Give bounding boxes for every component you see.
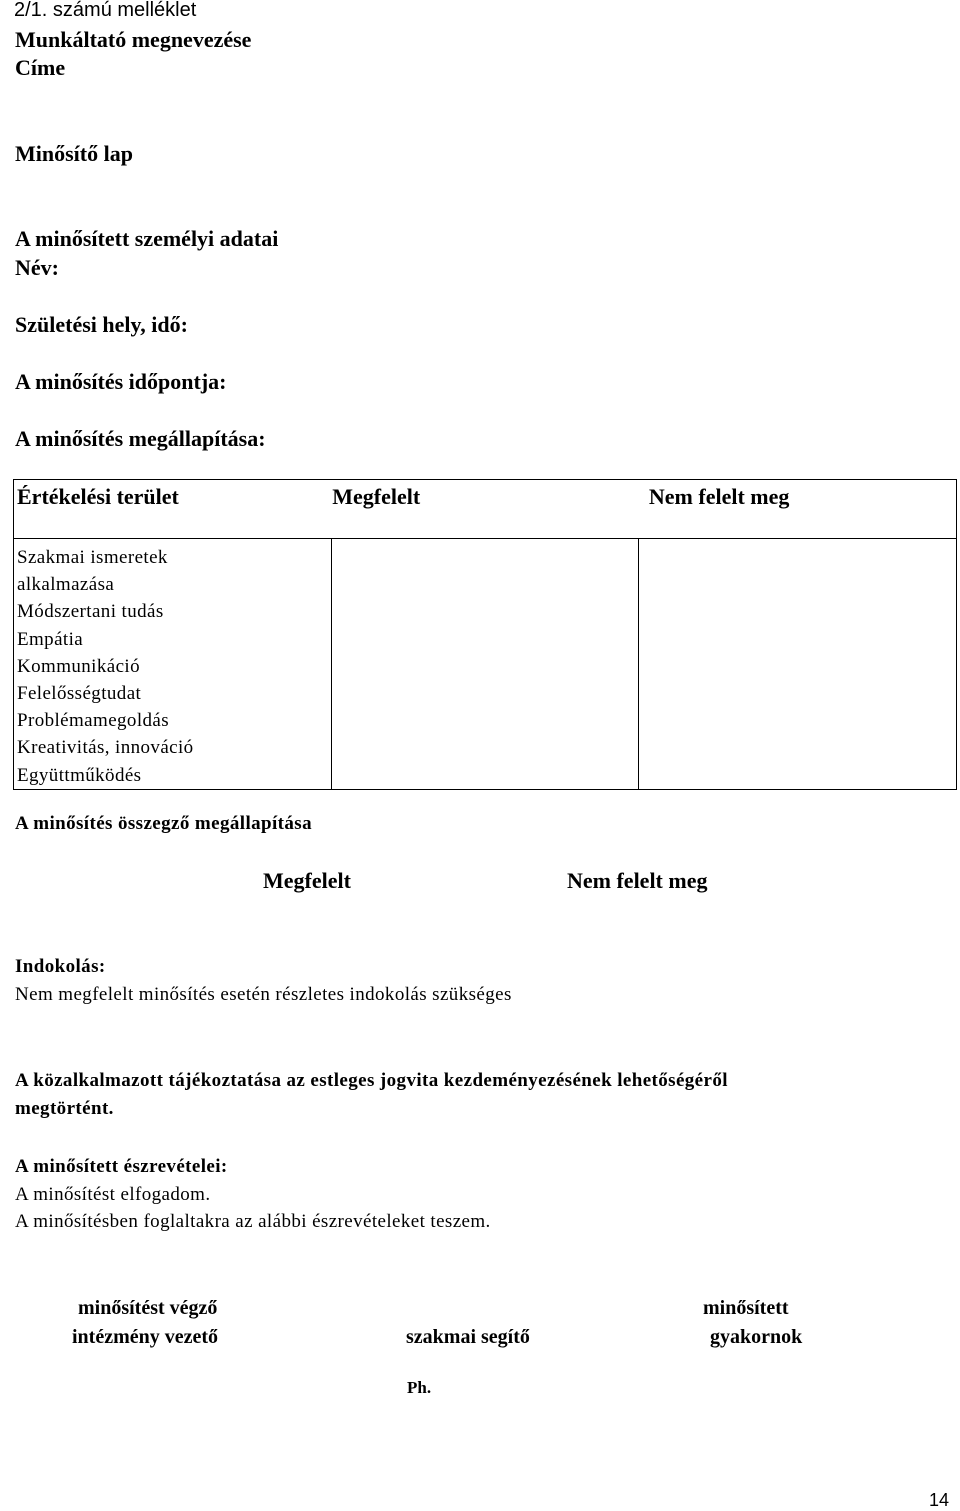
signature-trainee-line-2: gyakornok xyxy=(710,1326,803,1348)
criterion-item: Empátia xyxy=(17,628,84,650)
evaluation-date-label: A minősítés időpontja: xyxy=(15,369,227,394)
employer-name-label: Munkáltató megnevezése xyxy=(15,27,252,52)
address-label: Címe xyxy=(15,55,66,80)
justification-label: Indokolás: xyxy=(15,956,106,977)
name-label: Név: xyxy=(15,255,59,280)
criterion-item: Módszertani tudás xyxy=(17,601,164,623)
signature-trainee-line-1: minősített xyxy=(703,1297,789,1319)
annex-label: 2/1. számú melléklet xyxy=(14,0,197,21)
criteria-cell xyxy=(14,539,332,790)
personal-data-heading: A minősített személyi adatai xyxy=(15,226,279,251)
column-header-pass: Megfelelt xyxy=(331,480,639,539)
criterion-item: Szakmai ismeretek xyxy=(17,547,168,568)
justification-note: Nem megfelelt minősítés esetén részletes indokolás szükséges xyxy=(15,984,512,1005)
signature-institution-head-line-2: intézmény vezető xyxy=(72,1326,219,1348)
column-header-fail: Nem felelt meg xyxy=(639,480,957,539)
summary-fail-option[interactable]: Nem felelt meg xyxy=(567,868,708,893)
signature-mentor: szakmai segítő xyxy=(406,1326,530,1348)
notice-line-1: A közalkalmazott tájékoztatása az estleges jogvita kezdeményezésének lehetőségéről xyxy=(15,1070,728,1091)
pass-cell[interactable] xyxy=(331,539,639,790)
criterion-item: Kommunikáció xyxy=(17,655,141,677)
evaluation-finding-label: A minősítés megállapítása: xyxy=(15,426,266,451)
birth-place-date-label: Születési hely, idő: xyxy=(15,312,188,337)
page-number: 14 xyxy=(929,1490,950,1510)
criterion-item: alkalmazása xyxy=(17,574,115,596)
criterion-item: Kreativitás, innováció xyxy=(17,737,194,759)
fail-cell[interactable] xyxy=(639,539,957,790)
form-title: Minősítő lap xyxy=(15,141,133,166)
evaluation-table xyxy=(13,479,957,790)
criterion-item: Felelősségtudat xyxy=(17,683,142,705)
remarks-accept: A minősítést elfogadom. xyxy=(15,1184,211,1205)
criterion-item: Problémamegoldás xyxy=(17,710,170,732)
criterion-item: Együttműködés xyxy=(17,764,142,786)
column-header-area: Értékelési terület xyxy=(14,480,332,539)
signature-institution-head-line-1: minősítést végző xyxy=(78,1297,218,1319)
remarks-comments: A minősítésben foglaltakra az alábbi észrevételeket teszem. xyxy=(15,1211,491,1232)
summary-heading: A minősítés összegző megállapítása xyxy=(15,813,312,834)
notice-line-2: megtörtént. xyxy=(15,1098,114,1119)
stamp-placeholder: Ph. xyxy=(407,1378,432,1397)
remarks-heading: A minősített észrevételei: xyxy=(15,1156,228,1177)
summary-pass-option[interactable]: Megfelelt xyxy=(263,868,351,893)
